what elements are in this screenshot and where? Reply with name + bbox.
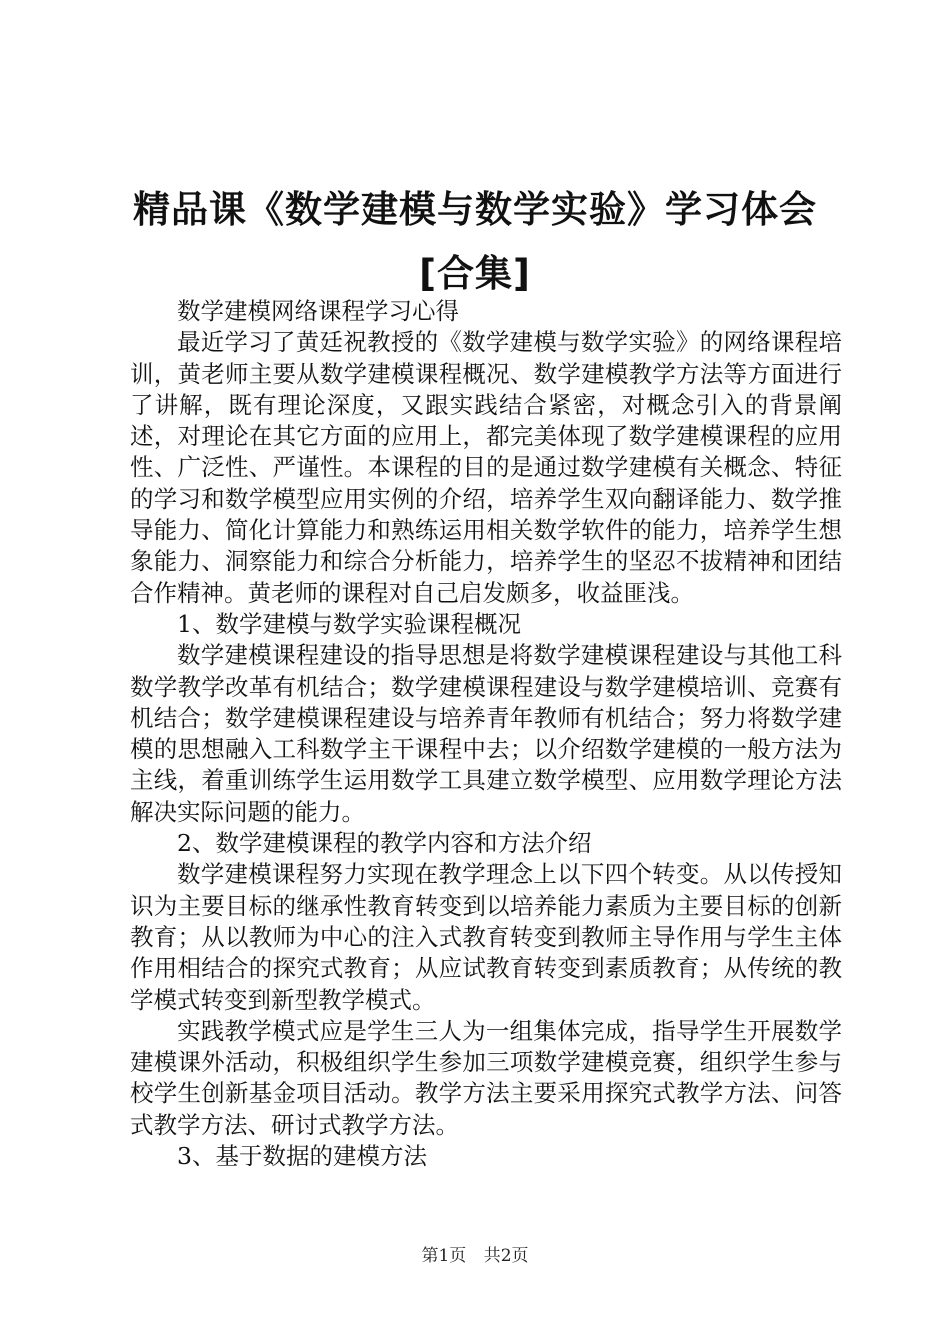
section-heading-2: 2、数学建模课程的教学内容和方法介绍: [177, 829, 592, 858]
document-title: 精品课《数学建模与数学实验》学习体会[合集]: [133, 188, 817, 295]
page-footer: [0, 1244, 950, 1268]
page-number: 第1页: [421, 1246, 467, 1266]
section-subtitle: 数学建模网络课程学习心得: [177, 297, 459, 325]
paragraph-course-overview: 数学建模课程建设的指导思想是将数学建模课程建设与其他工科数学教学改革有机结合；数学建模课程建设与数学建模培训、竞赛有机结合；数学建模课程建设与培养青年教师有机结合；努力将数学建模的思想融入工科数学主干课程中去；以介绍数学建模的一般方法为主线，着重训练学生运用数学工具建立数学模型、应用数学理论方法解决实际问题的能力。: [130, 641, 842, 826]
paragraph-practice-mode: 实践教学模式应是学生三人为一组集体完成，指导学生开展数学建模课外活动，积极组织学生参加三项数学建模竞赛，组织学生参与校学生创新基金项目活动。教学方法主要采用探究式教学方法、问答式教学方法、研讨式教学方法。: [130, 1016, 842, 1139]
document-body: [130, 296, 842, 1172]
page-total: 共2页: [483, 1246, 529, 1266]
section-heading-3: 3、基于数据的建模方法: [177, 1142, 427, 1171]
paragraph-teaching-content: 数学建模课程努力实现在教学理念上以下四个转变。从以传授知识为主要目标的继承性教育转变到以培养能力素质为主要目标的创新教育；从以教师为中心的注入式教育转变到教师主导作用与学生主体作用相结合的探究式教育；从应试教育转变到素质教育；从传统的教学模式转变到新型教学模式。: [130, 860, 842, 1014]
paragraph-intro: 最近学习了黄廷祝教授的《数学建模与数学实验》的网络课程培训，黄老师主要从数学建模课程概况、数学建模教学方法等方面进行了讲解，既有理论深度，又跟实践结合紧密，对概念引入的背景阐述，对理论在其它方面的应用上，都完美体现了数学建模课程的应用性、广泛性、严谨性。本课程的目的是通过数学建模有关概念、特征的学习和数学模型应用实例的介绍，培养学生双向翻译能力、数学推导能力、简化计算能力和熟练运用相关数学软件的能力，培养学生想象能力、洞察能力和综合分析能力，培养学生的坚忍不拔精神和团结合作精神。黄老师的课程对自己启发颇多，收益匪浅。: [130, 328, 842, 607]
section-heading-1: 1、数学建模与数学实验课程概况: [177, 609, 521, 638]
